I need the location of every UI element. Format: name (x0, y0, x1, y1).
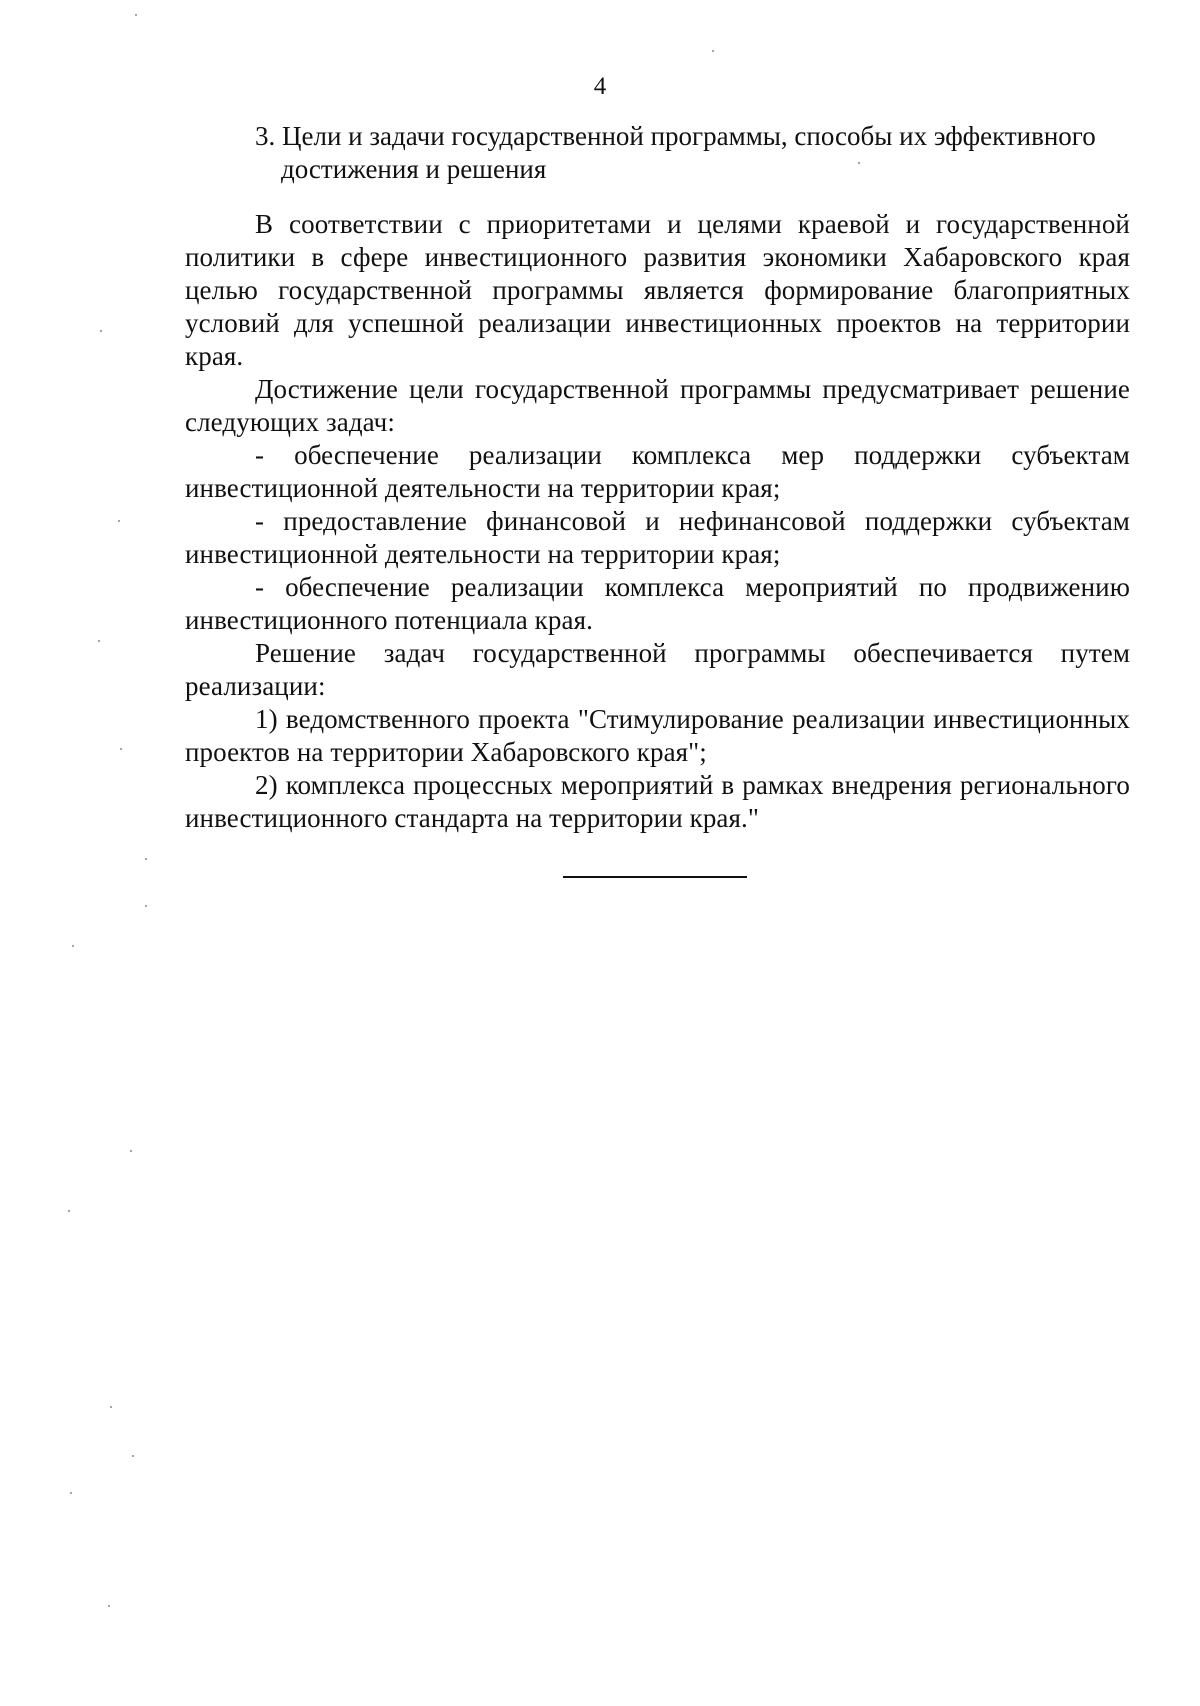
section-heading (185, 120, 1130, 186)
scan-speck (858, 162, 860, 164)
scan-speck (70, 1492, 72, 1494)
paragraph-tasks-intro: Достижение цели государственной программы предусматривает решение следующих задач: (185, 374, 1130, 437)
end-separator-line (563, 876, 747, 878)
scan-speck (108, 1605, 110, 1607)
page-number: 4 (593, 73, 607, 100)
scan-speck (135, 14, 137, 16)
document-body (185, 120, 1130, 835)
paragraph-implementation-intro: Решение задач государственной программы обеспечивается путем реализации: (185, 638, 1130, 701)
scan-speck (712, 50, 714, 52)
paragraph-task-1: - обеспечение реализации комплекса мер поддержки субъектам инвестиционной деятельности на территории края; (185, 440, 1130, 503)
paragraph-task-2: - предоставление финансовой и нефинансовой поддержки субъектам инвестиционной деятельности на территории края; (185, 506, 1130, 569)
scan-speck (130, 1150, 132, 1152)
section-heading-line-1: 3. Цели и задачи государственной программы, способы их эффективного (255, 121, 1096, 151)
scan-speck (110, 1406, 112, 1408)
paragraph-implementation-2: 2) комплекса процессных мероприятий в рамках внедрения регионального инвестиционного стандарта на территории края." (185, 770, 1130, 833)
scan-speck (72, 945, 74, 947)
paragraph-task-3: - обеспечение реализации комплекса мероприятий по продвижению инвестиционного потенциала края. (185, 572, 1130, 635)
scan-speck (145, 905, 147, 907)
scan-speck (132, 1455, 134, 1457)
scan-speck (118, 520, 120, 522)
scan-speck (145, 858, 147, 860)
section-heading-line-2 (255, 153, 1130, 186)
scan-speck (100, 330, 102, 332)
scan-speck (98, 640, 100, 642)
paragraph-implementation-1: 1) ведомственного проекта "Стимулирование реализации инвестиционных проектов на территории Хабаровского края"; (185, 704, 1130, 767)
section-heading-line-2-text: достижения и решения (281, 154, 547, 184)
scan-speck (68, 1210, 70, 1212)
paragraph-goal: В соответствии с приоритетами и целями краевой и государственной политики в сфере инвестиционного развития экономики Хабаровского края целью государственной программы является формирование благоприятных условий для успешной реализации инвестиционных проектов на территории края. (185, 209, 1130, 371)
scan-speck (120, 748, 122, 750)
